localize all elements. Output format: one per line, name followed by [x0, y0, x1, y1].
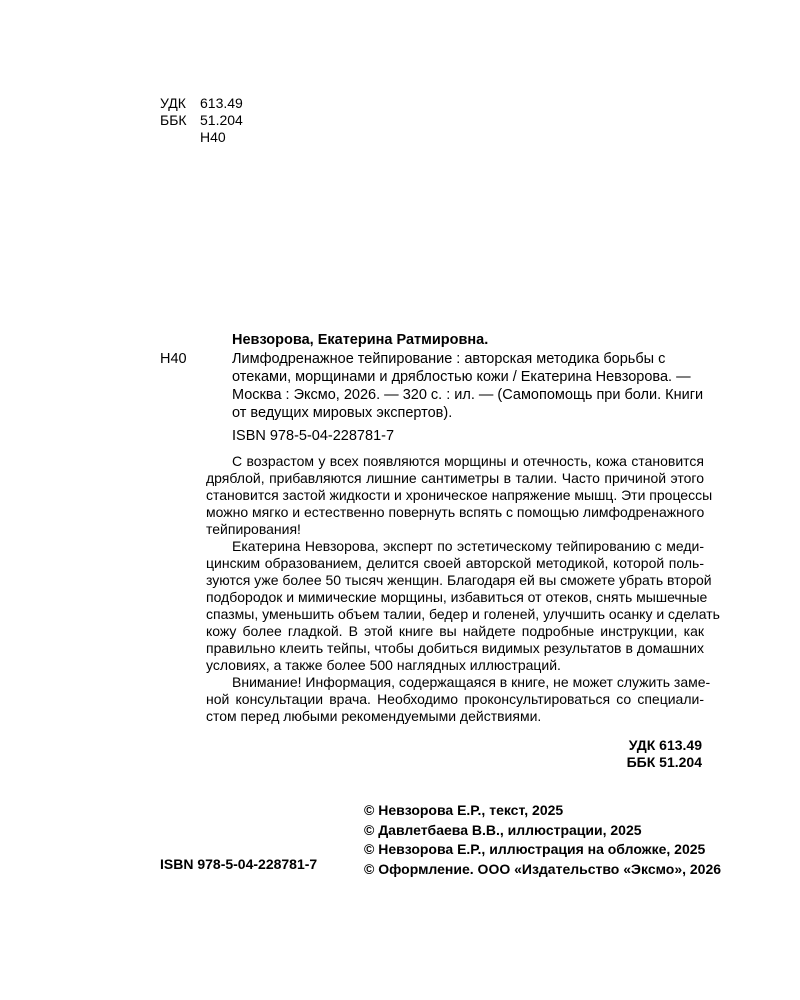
footer-codes — [627, 737, 702, 771]
bibliography-line: от ведущих мировых экспертов). — [232, 405, 453, 421]
annotation-line: условиях, а также более 500 наглядных иллюстраций. — [206, 657, 561, 673]
footer-bbk: ББК 51.204 — [626, 754, 702, 770]
footer-udk: УДК 613.49 — [628, 737, 702, 753]
annotation-line: можно мягко и естественно повернуть вспять с помощью лимфодренажного — [206, 504, 705, 520]
bibliography-description — [232, 350, 704, 422]
bibliography-author: Невзорова, Екатерина Ратмировна. — [232, 332, 489, 348]
bibliography-line: отеками, морщинами и дряблостью кожи / Екатерина Невзорова. — — [232, 369, 691, 385]
annotation-line: спазмы, уменьшить объем талии, бедер и голеней, улучшить осанку и сделать — [206, 606, 720, 622]
annotation-line: зуются уже более 50 тысяч женщин. Благодаря ей вы сможете убрать второй — [206, 572, 712, 588]
annotation-line: кожу более гладкой. В этой книге вы найдете подробные инструкции, как — [206, 623, 704, 639]
bbk-label: ББК — [160, 112, 187, 128]
copyright-line: © Невзорова Е.Р., иллюстрация на обложке, 2025 — [364, 841, 706, 857]
annotation-line: становится застой жидкости и хроническое напряжение мышц. Эти процессы — [206, 487, 713, 503]
annotation-line: Внимание! Информация, содержащаяся в книге, не может служить заме- — [232, 674, 711, 690]
bibliography-isbn: ISBN 978-5-04-228781-7 — [232, 428, 395, 444]
bibliography-line: Лимфодренажное тейпирование : авторская методика борьбы с — [232, 351, 666, 367]
copyright-block — [364, 801, 721, 879]
annotation-line: дряблой, прибавляются лишние сантиметры в талии. Часто причиной этого — [206, 470, 704, 486]
annotation-line: тейпирования! — [206, 521, 301, 537]
bbk-row — [160, 112, 243, 129]
annotation-line: правильно клеить тейпы, чтобы добиться видимых результатов в домашних — [206, 640, 704, 656]
copyright-line: © Оформление. ООО «Издательство «Эксмо», 2026 — [364, 860, 722, 877]
classification-codes — [160, 95, 243, 146]
author-sign-row — [160, 129, 243, 146]
copyright-line: © Давлетбаева В.В., иллюстрации, 2025 — [364, 821, 642, 838]
annotation — [206, 453, 720, 725]
udk-row — [160, 95, 243, 112]
annotation-line: ной консультации врача. Необходимо проконсультироваться со специали- — [206, 691, 704, 707]
isbn-bottom: ISBN 978-5-04-228781-7 — [160, 856, 318, 872]
annotation-line: С возрастом у всех появляются морщины и отечность, кожа становится — [232, 453, 704, 469]
annotation-line: цинским образованием, делится своей авторской методикой, которой поль- — [206, 555, 704, 571]
annotation-line: стом перед любыми рекомендуемыми действиями. — [206, 708, 542, 724]
bbk-value: 51.204 — [200, 112, 243, 128]
author-sign: Н40 — [200, 129, 226, 145]
udk-label: УДК — [160, 95, 186, 111]
bibliography-sign: Н40 — [160, 351, 187, 367]
bibliography-line: Москва : Эксмо, 2026. — 320 с. : ил. — (Самопомощь при боли. Книги — [232, 387, 704, 403]
annotation-line: Екатерина Невзорова, эксперт по эстетическому тейпированию с меди- — [232, 538, 704, 554]
copyright-line: © Невзорова Е.Р., текст, 2025 — [364, 802, 564, 818]
annotation-line: подбородок и мимические морщины, избавиться от отеков, снять мышечные — [206, 589, 708, 605]
udk-value: 613.49 — [200, 95, 243, 111]
